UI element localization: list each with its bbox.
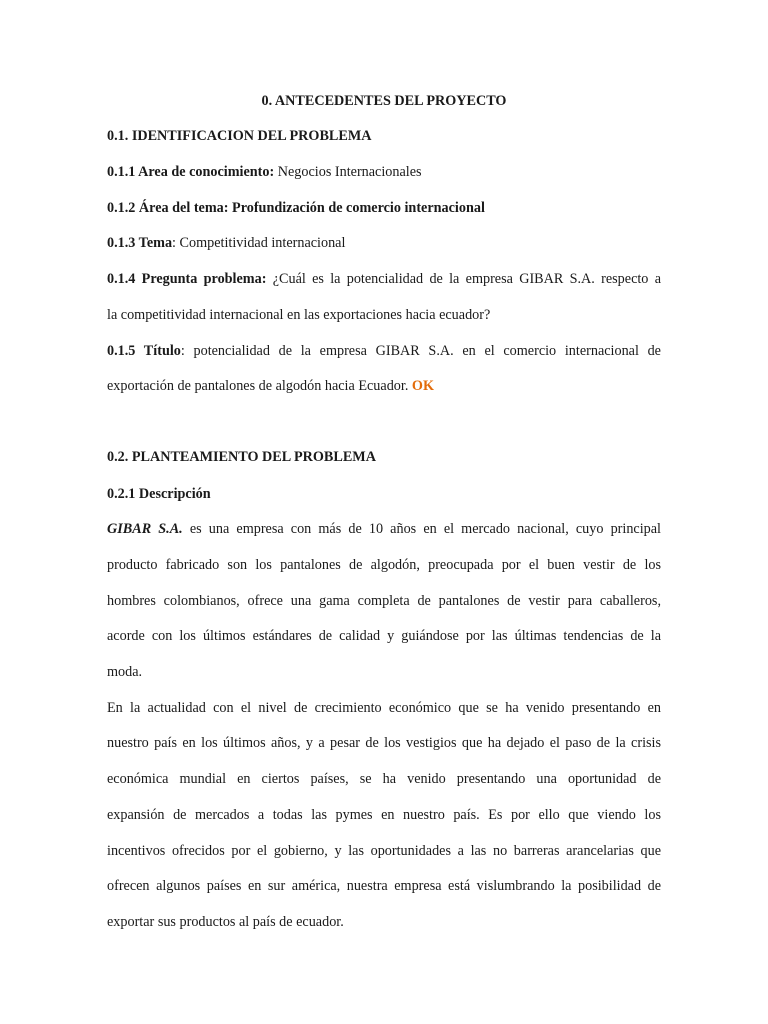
item-value: exportación de pantalones de algodón hacia Ecuador. <box>107 378 412 394</box>
item-label: 0.1.1 Area de conocimiento: <box>107 164 275 180</box>
item-value: : potencialidad de la empresa GIBAR S.A. en el comercio internacional de <box>180 343 661 359</box>
subsection-descripcion: 0.2.1 Descripción <box>107 486 211 502</box>
item-label: 0.1.4 Pregunta problema: <box>107 271 267 287</box>
section-heading-identificacion: 0.1. IDENTIFICACION DEL PROBLEMA <box>107 128 372 144</box>
item-value: : Competitividad internacional <box>172 235 346 251</box>
item-label: 0.1.5 Título <box>107 343 181 359</box>
paragraph2-line7: exportar sus productos al país de ecuador. <box>107 914 344 930</box>
item-titulo <box>107 342 661 360</box>
item-area-tema: 0.1.2 Área del tema: Profundización de comercio internacional <box>107 200 485 216</box>
paragraph2-line6: ofrecen algunos países en sur américa, nuestra empresa está vislumbrando la posibilidad de <box>107 878 661 894</box>
paragraph2-line4: expansión de mercados a todas las pymes en nuestro país. Es por ello que viendo los <box>107 807 661 823</box>
item-titulo-cont <box>107 377 661 395</box>
item-pregunta-problema-cont: la competitividad internacional en las exportaciones hacia ecuador? <box>107 307 491 323</box>
paragraph2-line5: incentivos ofrecidos por el gobierno, y las oportunidades a las no barreras arancelarias que <box>107 843 661 859</box>
section-heading-planteamiento: 0.2. PLANTEAMIENTO DEL PROBLEMA <box>107 449 376 465</box>
document-heading: 0. ANTECEDENTES DEL PROYECTO <box>261 93 507 109</box>
paragraph1-line3: hombres colombianos, ofrece una gama completa de pantalones de vestir para caballeros, <box>107 593 661 609</box>
item-value: ¿Cuál es la potencialidad de la empresa GIBAR S.A. respecto a <box>266 271 661 287</box>
item-pregunta-problema <box>107 270 661 288</box>
company-name: GIBAR S.A. <box>107 521 183 537</box>
paragraph2-line2: nuestro país en los últimos años, y a pesar de los vestigios que ha dejado el paso de la crisis <box>107 735 661 751</box>
item-value: Negocios Internacionales <box>274 164 422 180</box>
paragraph2-line1: En la actualidad con el nivel de crecimiento económico que se ha venido presentando en <box>107 700 661 716</box>
paragraph-text: es una empresa con más de 10 años en el mercado nacional, cuyo principal <box>182 521 661 537</box>
item-tema <box>107 234 661 252</box>
paragraph1-line1 <box>107 520 661 538</box>
paragraph1-line5: moda. <box>107 664 143 680</box>
ok-annotation: OK <box>411 378 434 394</box>
paragraph1-line4: acorde con los últimos estándares de calidad y guiándose por las últimas tendencias de la <box>107 628 661 644</box>
item-area-conocimiento <box>107 163 661 181</box>
paragraph2-line3: económica mundial en ciertos países, se ha venido presentando una oportunidad de <box>107 771 661 787</box>
item-label: 0.1.3 Tema <box>107 235 173 251</box>
paragraph1-line2: producto fabricado son los pantalones de algodón, preocupada por el buen vestir de los <box>107 557 661 573</box>
